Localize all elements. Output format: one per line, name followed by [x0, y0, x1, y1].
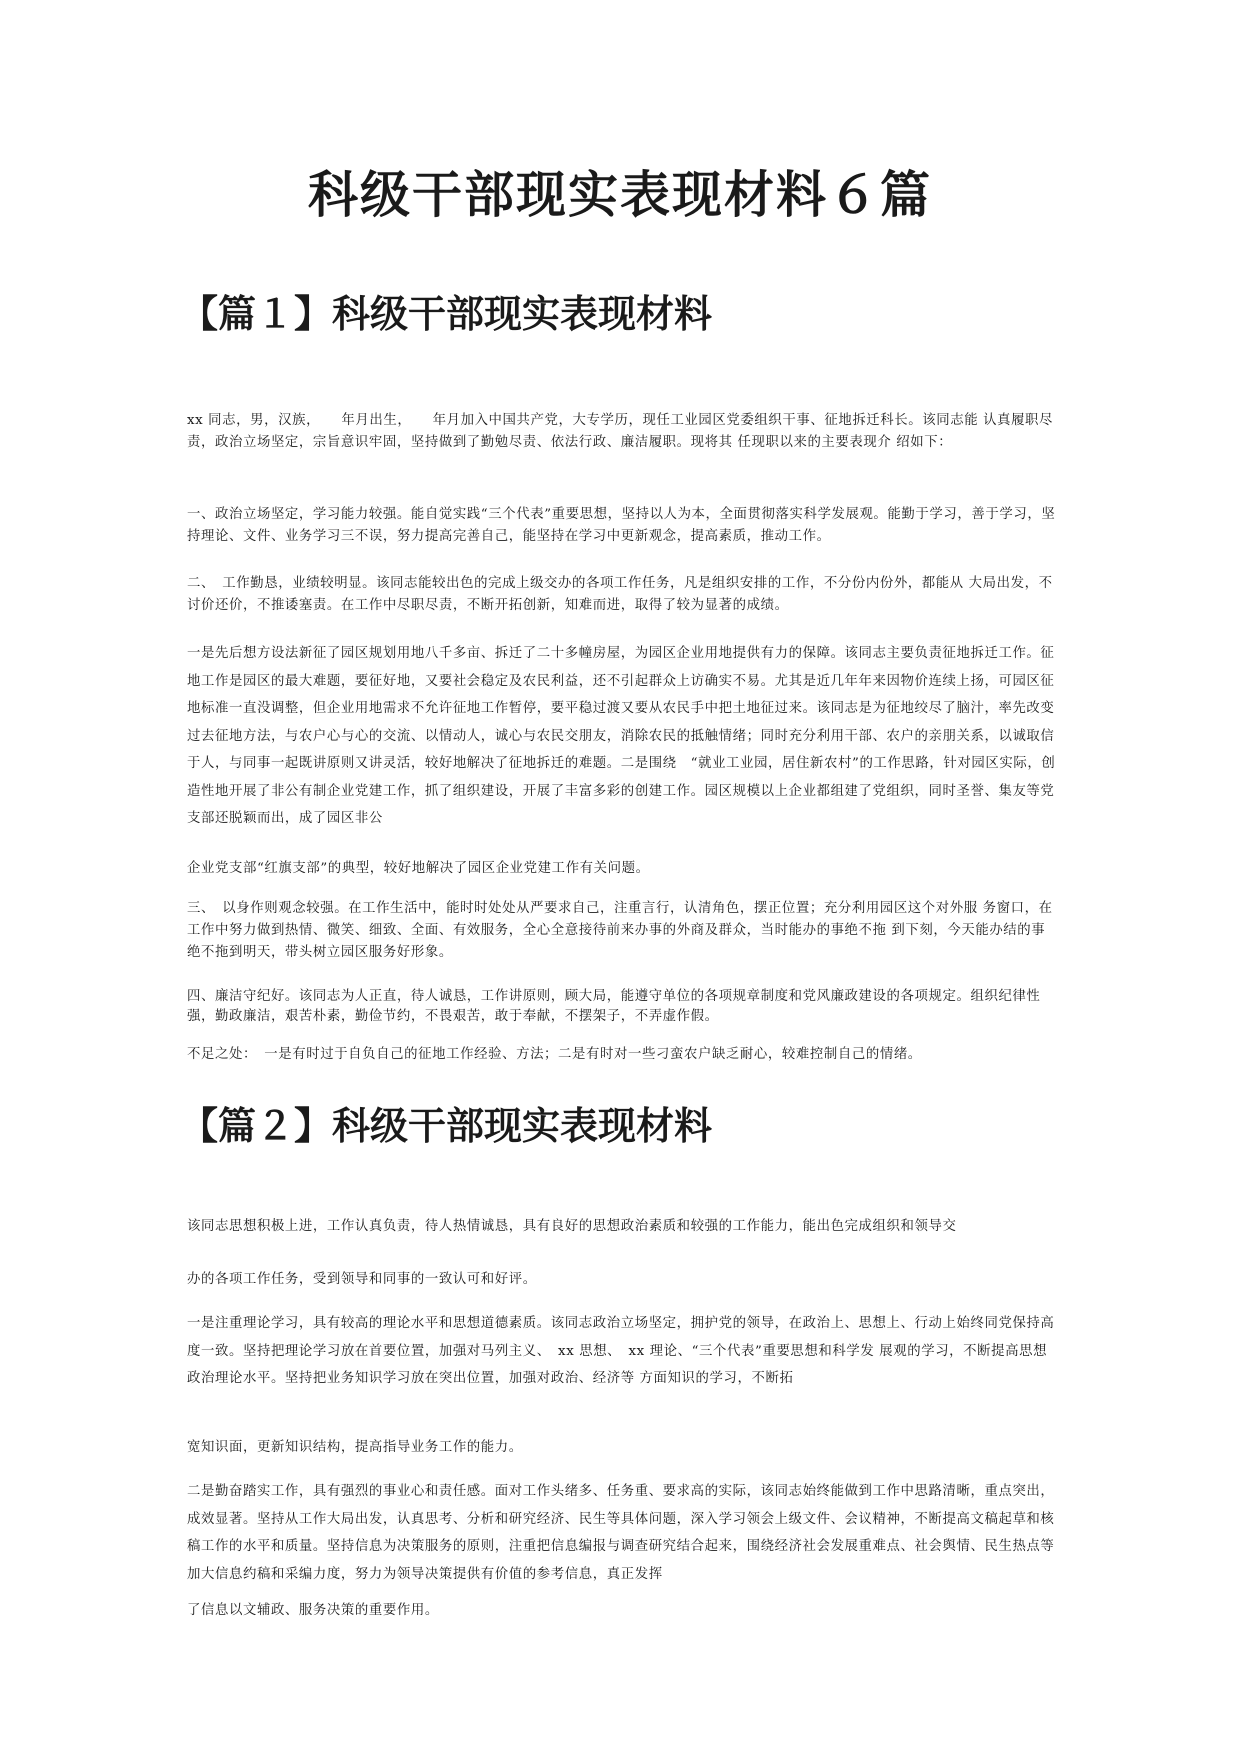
section-2-paragraph: 宽知识面，更新知识结构，提高指导业务工作的能力。: [187, 1440, 523, 1455]
section-2-heading: 【篇２】科级干部现实表现材料: [180, 1103, 713, 1148]
section-1-paragraph: 一、政治立场坚定，学习能力较强。能自觉实践“三个代表”重要思想，坚持以人为本，全面贯彻落实科学发展观。能勤于学习，善于学习，坚持理论、文件、业务学习三不误，努力提高完善自己，能坚持在学习中更新观念，提高素质，推动工作。: [187, 507, 1056, 544]
section-1-paragraph: 三、 以身作则观念较强。在工作生活中，能时时处处从严要求自己，注重言行，认清角色，摆正位置；充分利用园区这个对外服 务窗口，在工作中努力做到热情、微笑、细致、全面、有效服务，全心全意接待前来办事的外商及群众，当时能办的事绝不拖 到下刻，今天能办结的事绝不拖到明天，带头树立园区服务好形象。: [187, 901, 1053, 960]
section-1-paragraph: 四、廉洁守纪好。该同志为人正直，待人诚恳，工作讲原则，顾大局，能遵守单位的各项规章制度和党风廉政建设的各项规定。组织纪律性强，勤政廉洁，艰苦朴素，勤俭节约，不畏艰苦，敢于奉献，不摆架子，不弄虚作假。: [187, 989, 1041, 1024]
section-2-paragraph: 一是注重理论学习，具有较高的理论水平和思想道德素质。该同志政治立场坚定，拥护党的领导，在政治上、思想上、行动上始终同党保持高度一致。坚持把理论学习放在首要位置，加强对马列主义、 xx 思想、 xx 理论、“三个代表”重要思想和科学发 展观的学习，不断提高思想政治理论水平。坚持把业务知识学习放在突出位置，加强对政治、经济等 方面知识的学习，不断拓: [187, 1316, 1055, 1386]
document-title: 科级干部现实表现材料６篇: [308, 165, 932, 224]
section-1-paragraph: 不足之处： 一是有时过于自负自己的征地工作经验、方法；二是有时对一些刁蛮农户缺乏耐心，较难控制自己的情绪。: [187, 1047, 922, 1062]
section-1-paragraph: 企业党支部“红旗支部”的典型，较好地解决了园区企业党建工作有关问题。: [187, 861, 650, 876]
section-1-paragraph: 二、 工作勤恳，业绩较明显。该同志能较出色的完成上级交办的各项工作任务，凡是组织安排的工作，不分份内份外，都能从 大局出发，不讨价还价，不推诿塞责。在工作中尽职尽责，不断开拓创新，知难而进，取得了较为显著的成绩。: [187, 576, 1053, 613]
section-2-paragraph: 了信息以文辅政、服务决策的重要作用。: [187, 1603, 439, 1618]
section-1-paragraph: xx 同志，男，汉族， 年月出生， 年月加入中国共产党，大专学历，现任工业园区党委组织干事、征地拆迁科长。该同志能 认真履职尽责，政治立场坚定，宗旨意识牢固，坚持做到了勤勉尽责、依法行政、廉洁履职。现将其 任现职以来的主要表现介 绍如下：: [187, 413, 1054, 450]
section-1-heading: 【篇１】科级干部现实表现材料: [180, 291, 713, 336]
section-2-paragraph: 二是勤奋踏实工作，具有强烈的事业心和责任感。面对工作头绪多、任务重、要求高的实际，该同志始终能做到工作中思路清晰，重点突出，成效显著。坚持从工作大局出发，认真思考、分析和研究经济、民生等具体问题，深入学习领会上级文件、会议精神，不断提高文稿起草和核稿工作的水平和质量。坚持信息为决策服务的原则，注重把信息编报与调查研究结合起来，围绕经济社会发展重难点、社会舆情、民生热点等加大信息约稿和采编力度，努力为领导决策提供有价值的参考信息，真正发挥: [187, 1484, 1055, 1582]
section-2-paragraph: 办的各项工作任务，受到领导和同事的一致认可和好评。: [187, 1272, 537, 1287]
section-1-paragraph: 一是先后想方设法新征了园区规划用地八千多亩、拆迁了二十多幢房屋，为园区企业用地提供有力的保障。该同志主要负责征地拆迁工作。征地工作是园区的最大难题，要征好地，又要社会稳定及农民利益，还不引起群众上访确实不易。尤其是近几年年来因物价连续上扬，可园区征地标准一直没调整，但企业用地需求不允许征地工作暂停，要平稳过渡又要从农民手中把土地征过来。该同志是为征地绞尽了脑汁，率先改变过去征地方法，与农户心与心的交流、以情动人，诚心与农民交朋友，消除农民的抵触情绪；同时充分利用干部、农户的亲朋关系，以诚取信于人，与同事一起既讲原则又讲灵活，较好地解决了征地拆迁的难题。二是围绕 “就业工业园，居住新农村”的工作思路，针对园区实际，创造性地开展了非公有制企业党建工作，抓了组织建设，开展了丰富多彩的创建工作。园区规模以上企业都组建了党组织，同时圣誉、集友等党支部还脱颖而出，成了园区非公: [187, 646, 1056, 826]
section-2-paragraph: 该同志思想积极上进，工作认真负责，待人热情诚恳，具有良好的思想政治素质和较强的工作能力，能出色完成组织和领导交: [187, 1219, 957, 1234]
